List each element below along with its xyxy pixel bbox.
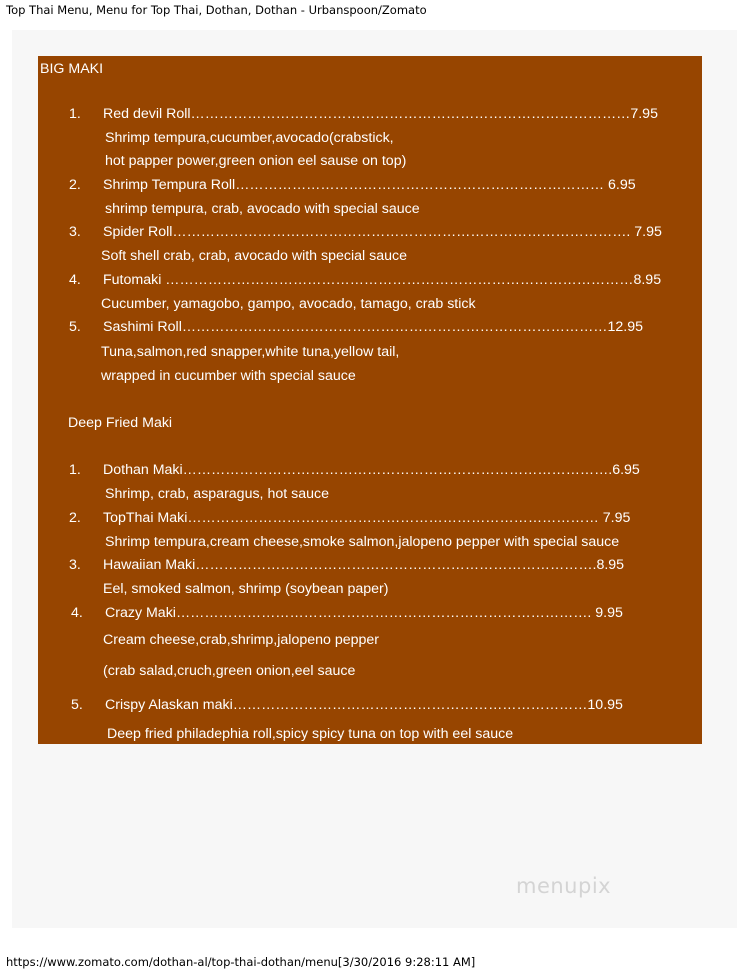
menu-item-line: Hawaiian Maki………………………………………………………………………….8.95 bbox=[103, 557, 625, 573]
menu-item-description: wrapped in cucumber with special sauce bbox=[101, 368, 356, 384]
item-number: 2. bbox=[69, 510, 81, 526]
page-url-footer: https://www.zomato.com/dothan-al/top-thai-dothan/menu[3/30/2016 9:28:11 AM] bbox=[6, 955, 476, 969]
menu-item-description: hot papper power,green onion eel sause on top) bbox=[105, 153, 407, 169]
menu-item-description: Shrimp tempura,cream cheese,smoke salmon,jalopeno pepper with special sauce bbox=[105, 534, 620, 550]
menu-item-line: Spider Roll……………………………………………………………………………………. 7.95 bbox=[103, 224, 662, 240]
menu-item-description: Eel, smoked salmon, shrimp (soybean paper) bbox=[103, 581, 389, 597]
item-number: 5. bbox=[69, 319, 81, 335]
menu-panel bbox=[38, 56, 702, 744]
item-number: 4. bbox=[71, 605, 83, 621]
menu-item-description: Cucumber, yamagobo, gampo, avocado, tamago, crab stick bbox=[101, 296, 476, 312]
menu-item-line: Dothan Maki……………………………………………………………………………….6.95 bbox=[103, 462, 640, 478]
item-number: 5. bbox=[71, 697, 83, 713]
menu-item-description: Cream cheese,crab,shrimp,jalopeno pepper bbox=[103, 632, 380, 648]
page-title-header: Top Thai Menu, Menu for Top Thai, Dothan, Dothan - Urbanspoon/Zomato bbox=[6, 3, 427, 17]
menu-item-line: Shrimp Tempura Roll…………………………………………………………………… 6.95 bbox=[103, 177, 636, 193]
menu-item-description: shrimp tempura, crab, avocado with special sauce bbox=[105, 201, 420, 217]
menu-item-description: Shrimp tempura,cucumber,avocado(crabstick, bbox=[105, 130, 394, 146]
menu-item-description: Tuna,salmon,red snapper,white tuna,yellow tail, bbox=[101, 344, 400, 360]
menu-item-description: Shrimp, crab, asparagus, hot sauce bbox=[105, 486, 329, 502]
menupix-watermark: menupix bbox=[516, 874, 612, 898]
item-number: 4. bbox=[69, 272, 81, 288]
item-number: 1. bbox=[69, 462, 81, 478]
item-number: 3. bbox=[69, 557, 81, 573]
menu-item-line: Red devil Roll…………………………………………………………………………………7.95 bbox=[103, 106, 658, 122]
menu-item-line: Futomaki ………………………………………………………………………………………8.95 bbox=[103, 272, 662, 288]
item-number: 2. bbox=[69, 177, 81, 193]
menu-item-line: TopThai Maki…………………………………………………………………………… 7.95 bbox=[103, 510, 631, 526]
menu-item-description: (crab salad,cruch,green onion,eel sauce bbox=[103, 663, 356, 679]
menu-item-description: Deep fried philadephia roll,spicy spicy tuna on top with eel sauce bbox=[107, 726, 514, 742]
item-number: 1. bbox=[69, 106, 81, 122]
menu-item-line: Crispy Alaskan maki…………………………………………………………………10.95 bbox=[105, 697, 623, 713]
menu-item-line: Crazy Maki……………………………………………………………………………. 9.95 bbox=[105, 605, 623, 621]
section-title-big-maki: BIG MAKI bbox=[40, 61, 104, 77]
menu-item-description: Soft shell crab, crab, avocado with special sauce bbox=[101, 248, 407, 264]
section-title-deep-fried-maki: Deep Fried Maki bbox=[68, 415, 173, 431]
item-number: 3. bbox=[69, 224, 81, 240]
menu-item-line: Sashimi Roll………………………………………………………………………………12.95 bbox=[103, 319, 643, 335]
